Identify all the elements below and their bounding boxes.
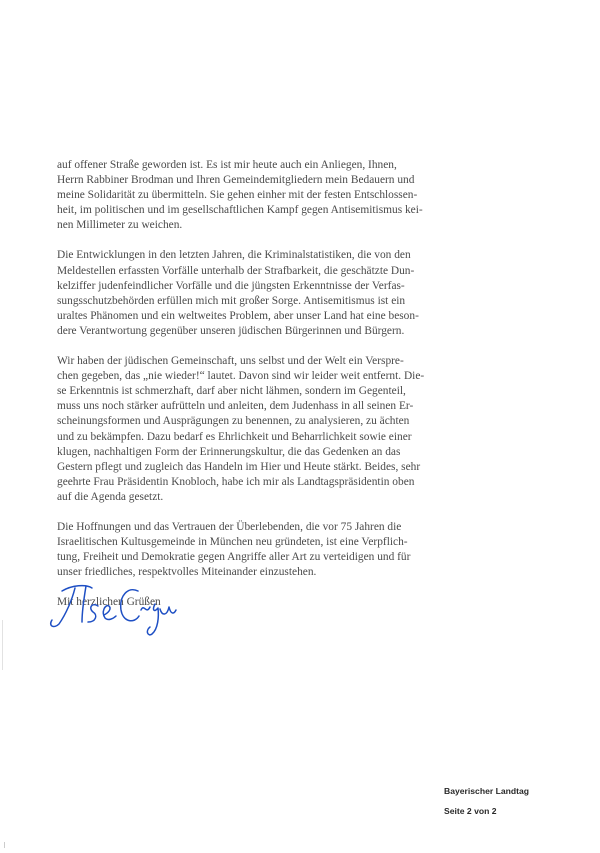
text-line: muss uns noch stärker aufrütteln und anleiten, dem Judenhass in all seinen Er- [57,400,414,413]
text-line: klugen, nachhaltigen Form der Erinnerungskultur, die das Gedenken an das [57,445,401,458]
text-line: Herrn Rabbiner Brodman und Ihren Gemeindemitgliedern mein Bedauern und [57,174,415,187]
text-line: Israelitischen Kultusgemeinde in München neu gründeten, ist eine Verpflich- [57,536,408,549]
paragraph [57,520,547,580]
text-line: scheinungsformen und Ausprägungen zu benennen, zu analysieren, zu ächten [57,415,410,428]
text-line: und zu bekämpfen. Dazu bedarf es Ehrlichkeit und Beharrlichkeit sowie einer [57,430,412,443]
text-line: Wir haben der jüdischen Gemeinschaft, uns selbst und der Welt ein Verspre- [57,355,404,368]
text-line: heit, im politischen und im gesellschaftlichen Kampf gegen Antisemitismus kei- [57,204,423,217]
margin-mark [2,620,3,670]
text-line: Gestern pflegt und zugleich das Handeln im Hier und Heute stärkt. Beides, sehr [57,460,421,473]
text-line: dere Verantwortung gegenüber unseren jüdischen Bürgerinnen und Bürgern. [57,324,405,337]
text-line: meine Solidarität zu übermitteln. Sie gehen einher mit der festen Entschlossen- [57,189,418,202]
footer-organization: Bayerischer Landtag [444,786,530,796]
closing-salutation: Mit herzlichen Grüßen [57,596,161,609]
text-line: Die Entwicklungen in den letzten Jahren, die Kriminalstatistiken, die von den [57,249,411,262]
text-line: unser friedliches, respektvolles Miteinander einzustehen. [57,566,317,579]
paragraph [57,248,547,339]
paragraph [57,354,547,505]
paragraph [57,158,547,233]
text-line: Meldestellen erfassten Vorfälle unterhalb der Strafbarkeit, die geschätzte Dun- [57,264,415,277]
text-line: auf die Agenda gesetzt. [57,490,164,503]
corner-mark [4,842,5,848]
page-number: Seite 2 von 2 [444,806,497,816]
text-line: uraltes Phänomen und ein weltweites Problem, aber unser Land hat eine beson- [57,309,419,322]
text-line: chen gegeben, das „nie wieder!“ lautet. Davon sind wir leider weit entfernt. Die- [57,370,425,383]
text-line: nen Millimeter zu weichen. [57,219,183,232]
handwritten-signature [42,582,182,642]
letter-body [57,158,547,610]
text-line: se Erkenntnis ist schmerzhaft, darf aber nicht lähmen, sondern im Gegenteil, [57,385,406,398]
text-line: sungsschutzbehörden erfüllen mich mit großer Sorge. Antisemitismus ist ein [57,294,406,307]
text-line: auf offener Straße geworden ist. Es ist mir heute auch ein Anliegen, Ihnen, [57,159,397,171]
text-line: geehrte Frau Präsidentin Knobloch, habe ich mir als Landtagspräsidentin oben [57,475,415,488]
text-line: kelziffer judenfeindlicher Vorfälle und die jüngsten Erkenntnisse der Verfas- [57,279,405,292]
text-line: tung, Freiheit und Demokratie gegen Angriffe aller Art zu verteidigen und für [57,551,411,564]
text-line: Die Hoffnungen und das Vertrauen der Überlebenden, die vor 75 Jahren die [57,520,402,533]
